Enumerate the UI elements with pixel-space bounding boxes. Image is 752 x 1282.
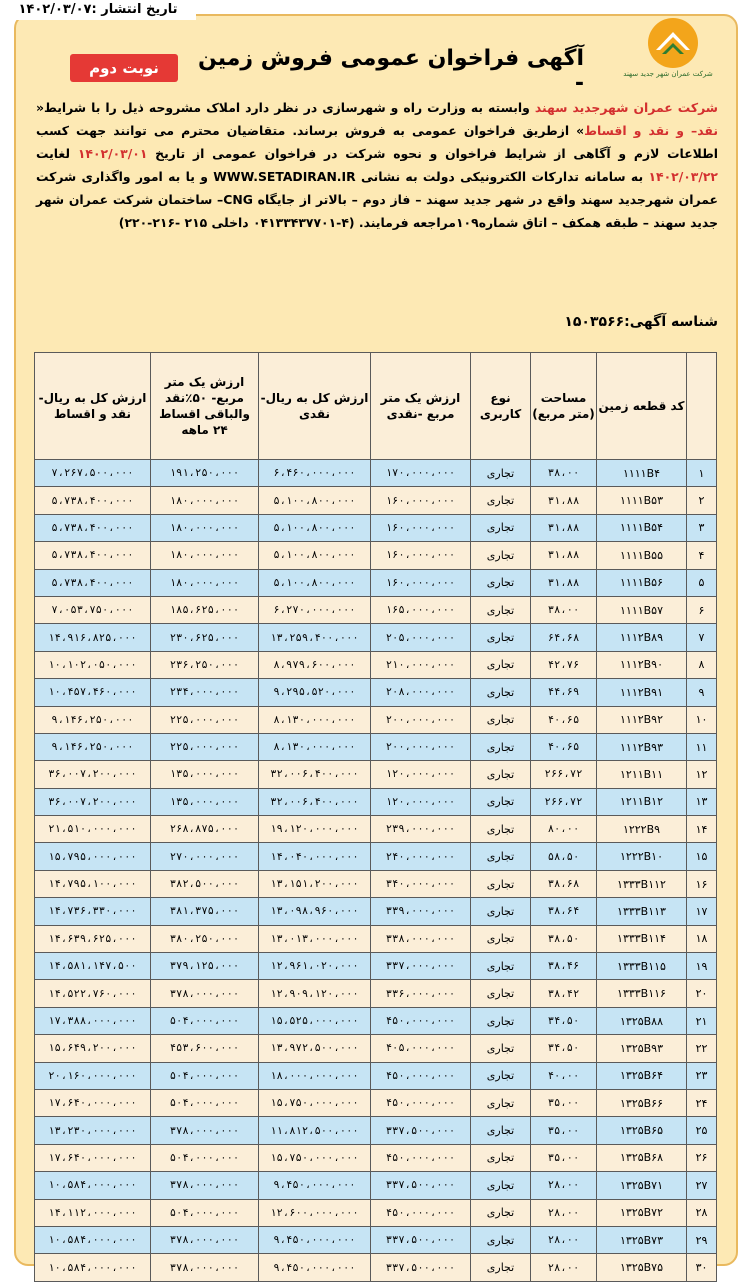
cell-area: ۳۱،۸۸ [531, 487, 597, 514]
cell-code: ۱۲۲۲B۱۰ [597, 843, 687, 870]
cell-use: تجاری [471, 1062, 531, 1089]
body-part-2: » ازطریق فراخوان عمومی به فروش برساند. متقاضیان محترم می توانند جهت کسب اطلاعات لازم و آگاهی از شرایط فراخوان و نحوه شرکت در فراخوان عمومی از تاریخ [36, 123, 718, 161]
cell-total-cash: ۶،۲۷۰،۰۰۰،۰۰۰ [259, 596, 371, 623]
cell-code: ۱۳۳۳B۱۱۲ [597, 870, 687, 897]
cell-total-installment: ۱۷،۳۸۸،۰۰۰،۰۰۰ [35, 1007, 151, 1034]
cell-row-number: ۱۸ [687, 925, 717, 952]
cell-row-number: ۱ [687, 460, 717, 487]
cell-code: ۱۱۱۱B۵۶ [597, 569, 687, 596]
cell-total-installment: ۵،۷۳۸،۴۰۰،۰۰۰ [35, 569, 151, 596]
cell-use: تجاری [471, 980, 531, 1007]
cell-total-cash: ۱۳،۰۹۸،۹۶۰،۰۰۰ [259, 898, 371, 925]
cell-unit-cash: ۲۴۰،۰۰۰،۰۰۰ [371, 843, 471, 870]
company-logo [616, 18, 720, 84]
cell-use: تجاری [471, 651, 531, 678]
cell-total-cash: ۵،۱۰۰،۸۰۰،۰۰۰ [259, 487, 371, 514]
cell-total-installment: ۱۴،۱۱۲،۰۰۰،۰۰۰ [35, 1199, 151, 1226]
cell-total-cash: ۵،۱۰۰،۸۰۰،۰۰۰ [259, 569, 371, 596]
cell-unit-installment: ۵۰۴،۰۰۰،۰۰۰ [151, 1062, 259, 1089]
cell-row-number: ۳ [687, 514, 717, 541]
cell-total-cash: ۳۲،۰۰۶،۴۰۰،۰۰۰ [259, 788, 371, 815]
cell-area: ۴۰،۶۵ [531, 733, 597, 760]
cell-use: تجاری [471, 1035, 531, 1062]
cell-code: ۱۳۲۵B۷۲ [597, 1199, 687, 1226]
cell-total-installment: ۷،۲۶۷،۵۰۰،۰۰۰ [35, 460, 151, 487]
cell-total-installment: ۳۶،۰۰۷،۲۰۰،۰۰۰ [35, 788, 151, 815]
cell-row-number: ۶ [687, 596, 717, 623]
table-row [35, 816, 717, 843]
cell-unit-installment: ۴۵۳،۶۰۰،۰۰۰ [151, 1035, 259, 1062]
cell-use: تجاری [471, 1089, 531, 1116]
cell-total-installment: ۲۰،۱۶۰،۰۰۰،۰۰۰ [35, 1062, 151, 1089]
cell-code: ۱۱۱۱B۵۷ [597, 596, 687, 623]
cell-total-cash: ۳۲،۰۰۶،۴۰۰،۰۰۰ [259, 761, 371, 788]
cell-unit-cash: ۱۲۰،۰۰۰،۰۰۰ [371, 761, 471, 788]
cell-total-cash: ۸،۱۳۰،۰۰۰،۰۰۰ [259, 706, 371, 733]
cell-unit-installment: ۵۰۴،۰۰۰،۰۰۰ [151, 1007, 259, 1034]
cell-use: تجاری [471, 1254, 531, 1281]
cell-area: ۴۰،۰۰ [531, 1062, 597, 1089]
cell-code: ۱۳۲۵B۶۶ [597, 1089, 687, 1116]
body-part-4: به سامانه تدارکات الکترونیکی دولت به نشانی WWW.SETADIRAN.IR و یا به امور واگذاری شرکت عمران شهرجدید سهند واقع در شهر جدید سهند – فاز دوم – بالاتر از جایگاه CNG– ساختمان شرکت عمران شهر جدید سهند – طبقه همکف – اتاق شماره۱۰۹مراجعه فرمایند. (۴-۰۴۱۳۳۴۳۷۷۰۱ داخلی ۲۱۵ -۲۱۶-۲۲۰) [36, 169, 718, 230]
cell-use: تجاری [471, 925, 531, 952]
cell-row-number: ۲۳ [687, 1062, 717, 1089]
cell-code: ۱۱۱۱B۵۵ [597, 542, 687, 569]
cell-unit-cash: ۳۳۶،۰۰۰،۰۰۰ [371, 980, 471, 1007]
cell-use: تجاری [471, 460, 531, 487]
cell-use: تجاری [471, 624, 531, 651]
cell-total-installment: ۱۵،۷۹۵،۰۰۰،۰۰۰ [35, 843, 151, 870]
table-row [35, 1062, 717, 1089]
table-row [35, 542, 717, 569]
cell-unit-cash: ۴۵۰،۰۰۰،۰۰۰ [371, 1199, 471, 1226]
table-row [35, 1089, 717, 1116]
cell-use: تجاری [471, 706, 531, 733]
cell-area: ۴۴،۶۹ [531, 679, 597, 706]
cell-unit-cash: ۳۴۰،۰۰۰،۰۰۰ [371, 870, 471, 897]
table-row [35, 1172, 717, 1199]
cell-unit-cash: ۱۶۰،۰۰۰،۰۰۰ [371, 569, 471, 596]
cell-code: ۱۳۳۳B۱۱۳ [597, 898, 687, 925]
cell-use: تجاری [471, 542, 531, 569]
cell-unit-installment: ۲۶۸،۸۷۵،۰۰۰ [151, 816, 259, 843]
cell-total-cash: ۱۳،۹۷۲،۵۰۰،۰۰۰ [259, 1035, 371, 1062]
logo-emblem-icon [648, 18, 698, 68]
cell-code: ۱۱۱۲B۹۳ [597, 733, 687, 760]
cell-use: تجاری [471, 1172, 531, 1199]
cell-total-cash: ۹،۲۹۵،۵۲۰،۰۰۰ [259, 679, 371, 706]
table-row [35, 1035, 717, 1062]
header-use: نوع کاربری [471, 353, 531, 460]
cell-unit-cash: ۳۳۸،۰۰۰،۰۰۰ [371, 925, 471, 952]
round-badge: نوبت دوم [70, 54, 178, 82]
cell-unit-installment: ۱۸۵،۶۲۵،۰۰۰ [151, 596, 259, 623]
table-row [35, 569, 717, 596]
cell-area: ۴۰،۶۵ [531, 706, 597, 733]
cell-unit-cash: ۱۷۰،۰۰۰،۰۰۰ [371, 460, 471, 487]
cell-unit-cash: ۲۰۰،۰۰۰،۰۰۰ [371, 733, 471, 760]
cell-row-number: ۴ [687, 542, 717, 569]
logo-caption: شرکت عمران شهر جدید سهند [623, 70, 713, 78]
ad-id: شناسه آگهی:۱۵۰۳۵۶۶ [564, 314, 718, 330]
cell-unit-installment: ۲۳۶،۲۵۰،۰۰۰ [151, 651, 259, 678]
cell-unit-cash: ۴۵۰،۰۰۰،۰۰۰ [371, 1062, 471, 1089]
cell-total-cash: ۱۵،۷۵۰،۰۰۰،۰۰۰ [259, 1144, 371, 1171]
cell-row-number: ۲ [687, 487, 717, 514]
cell-total-installment: ۵،۷۳۸،۴۰۰،۰۰۰ [35, 542, 151, 569]
cell-row-number: ۱۴ [687, 816, 717, 843]
cell-use: تجاری [471, 679, 531, 706]
cell-use: تجاری [471, 514, 531, 541]
cell-unit-cash: ۳۳۷،۵۰۰،۰۰۰ [371, 1254, 471, 1281]
cell-unit-installment: ۲۳۰،۶۲۵،۰۰۰ [151, 624, 259, 651]
table-row [35, 870, 717, 897]
cell-code: ۱۱۱۱B۵۳ [597, 487, 687, 514]
cell-use: تجاری [471, 816, 531, 843]
ad-title: آگهی فراخوان عمومی فروش زمین - [198, 46, 584, 96]
cell-row-number: ۲۴ [687, 1089, 717, 1116]
cell-unit-installment: ۵۰۴،۰۰۰،۰۰۰ [151, 1199, 259, 1226]
cell-total-installment: ۱۰،۵۸۴،۰۰۰،۰۰۰ [35, 1254, 151, 1281]
cell-unit-installment: ۵۰۴،۰۰۰،۰۰۰ [151, 1144, 259, 1171]
cell-area: ۳۱،۸۸ [531, 514, 597, 541]
cell-total-installment: ۱۴،۷۳۶،۳۳۰،۰۰۰ [35, 898, 151, 925]
cell-use: تجاری [471, 487, 531, 514]
cell-use: تجاری [471, 1199, 531, 1226]
cell-row-number: ۲۵ [687, 1117, 717, 1144]
cell-code: ۱۳۳۳B۱۱۵ [597, 953, 687, 980]
cell-area: ۲۸،۰۰ [531, 1172, 597, 1199]
cell-total-cash: ۵،۱۰۰،۸۰۰،۰۰۰ [259, 542, 371, 569]
cell-total-installment: ۱۷،۶۴۰،۰۰۰،۰۰۰ [35, 1089, 151, 1116]
cell-area: ۶۴،۶۸ [531, 624, 597, 651]
cell-total-installment: ۱۰،۱۰۲،۰۵۰،۰۰۰ [35, 651, 151, 678]
cell-use: تجاری [471, 761, 531, 788]
cell-unit-installment: ۱۹۱،۲۵۰،۰۰۰ [151, 460, 259, 487]
cell-unit-installment: ۱۳۵،۰۰۰،۰۰۰ [151, 761, 259, 788]
cell-area: ۳۵،۰۰ [531, 1089, 597, 1116]
cell-use: تجاری [471, 898, 531, 925]
cell-use: تجاری [471, 569, 531, 596]
cell-unit-cash: ۲۰۸،۰۰۰،۰۰۰ [371, 679, 471, 706]
cell-total-cash: ۹،۴۵۰،۰۰۰،۰۰۰ [259, 1226, 371, 1253]
table-row [35, 733, 717, 760]
cell-row-number: ۲۲ [687, 1035, 717, 1062]
cell-row-number: ۱۱ [687, 733, 717, 760]
cell-row-number: ۷ [687, 624, 717, 651]
cell-code: ۱۲۱۱B۱۲ [597, 788, 687, 815]
cell-code: ۱۳۲۵B۶۴ [597, 1062, 687, 1089]
cell-total-cash: ۱۳،۲۵۹،۴۰۰،۰۰۰ [259, 624, 371, 651]
header-unit-cash: ارزش یک متر مربع -نقدی [371, 353, 471, 460]
cell-unit-cash: ۴۵۰،۰۰۰،۰۰۰ [371, 1144, 471, 1171]
cell-total-cash: ۵،۱۰۰،۸۰۰،۰۰۰ [259, 514, 371, 541]
cell-total-cash: ۱۵،۷۵۰،۰۰۰،۰۰۰ [259, 1089, 371, 1116]
cell-row-number: ۲۹ [687, 1226, 717, 1253]
cell-row-number: ۹ [687, 679, 717, 706]
cell-code: ۱۳۲۵B۷۳ [597, 1226, 687, 1253]
cell-unit-installment: ۲۲۵،۰۰۰،۰۰۰ [151, 733, 259, 760]
cell-unit-installment: ۳۸۲،۵۰۰،۰۰۰ [151, 870, 259, 897]
publish-date: تاریخ انتشار :۱۴۰۲/۰۳/۰۷ [0, 0, 196, 20]
cell-use: تجاری [471, 733, 531, 760]
cell-code: ۱۳۳۳B۱۱۶ [597, 980, 687, 1007]
cell-unit-installment: ۳۷۸،۰۰۰،۰۰۰ [151, 980, 259, 1007]
cell-total-cash: ۸،۹۷۹،۶۰۰،۰۰۰ [259, 651, 371, 678]
table-row [35, 514, 717, 541]
cell-row-number: ۱۵ [687, 843, 717, 870]
cell-total-cash: ۱۹،۱۲۰،۰۰۰،۰۰۰ [259, 816, 371, 843]
cell-code: ۱۱۱۱B۵۴ [597, 514, 687, 541]
table-row [35, 1226, 717, 1253]
cell-unit-cash: ۲۱۰،۰۰۰،۰۰۰ [371, 651, 471, 678]
cell-area: ۲۶۶،۷۲ [531, 761, 597, 788]
cell-code: ۱۳۲۵B۹۳ [597, 1035, 687, 1062]
cell-total-cash: ۱۱،۸۱۲،۵۰۰،۰۰۰ [259, 1117, 371, 1144]
table-row [35, 1254, 717, 1281]
cell-total-installment: ۱۰،۵۸۴،۰۰۰،۰۰۰ [35, 1226, 151, 1253]
land-table [34, 352, 717, 1282]
cell-code: ۱۱۱۲B۸۹ [597, 624, 687, 651]
cell-code: ۱۳۲۵B۸۸ [597, 1007, 687, 1034]
table-row [35, 460, 717, 487]
cell-unit-cash: ۳۳۷،۵۰۰،۰۰۰ [371, 1117, 471, 1144]
cell-area: ۴۲،۷۶ [531, 651, 597, 678]
cell-unit-cash: ۳۳۷،۵۰۰،۰۰۰ [371, 1172, 471, 1199]
body-part-3: لغایت [36, 146, 78, 161]
cell-total-cash: ۱۴،۰۴۰،۰۰۰،۰۰۰ [259, 843, 371, 870]
cell-area: ۳۴،۵۰ [531, 1007, 597, 1034]
cell-area: ۳۸،۵۰ [531, 925, 597, 952]
cell-area: ۳۵،۰۰ [531, 1117, 597, 1144]
cell-row-number: ۱۹ [687, 953, 717, 980]
start-date: ۱۴۰۲/۰۳/۰۱ [77, 146, 148, 161]
cell-unit-cash: ۱۶۰،۰۰۰،۰۰۰ [371, 542, 471, 569]
cell-use: تجاری [471, 870, 531, 897]
header-unit-installment: ارزش یک متر مربع- ۵۰٪نقد والباقی اقساط ۲۴ ماهه [151, 353, 259, 460]
cell-total-installment: ۱۰،۵۸۴،۰۰۰،۰۰۰ [35, 1172, 151, 1199]
table-body [35, 460, 717, 1282]
cell-unit-cash: ۱۶۰،۰۰۰،۰۰۰ [371, 514, 471, 541]
cell-row-number: ۳۰ [687, 1254, 717, 1281]
cell-code: ۱۳۲۵B۶۵ [597, 1117, 687, 1144]
cell-total-cash: ۱۸،۰۰۰،۰۰۰،۰۰۰ [259, 1062, 371, 1089]
cell-use: تجاری [471, 1117, 531, 1144]
cell-code: ۱۳۲۵B۷۵ [597, 1254, 687, 1281]
cell-row-number: ۲۶ [687, 1144, 717, 1171]
cell-area: ۲۶۶،۷۲ [531, 788, 597, 815]
cell-total-installment: ۹،۱۴۶،۲۵۰،۰۰۰ [35, 706, 151, 733]
cell-total-installment: ۱۷،۶۴۰،۰۰۰،۰۰۰ [35, 1144, 151, 1171]
cell-total-installment: ۱۴،۵۸۱،۱۴۷،۵۰۰ [35, 953, 151, 980]
cell-unit-installment: ۱۸۰،۰۰۰،۰۰۰ [151, 569, 259, 596]
cell-total-installment: ۳۶،۰۰۷،۲۰۰،۰۰۰ [35, 761, 151, 788]
header-code: کد قطعه زمین [597, 353, 687, 460]
cell-total-installment: ۱۴،۵۲۲،۷۶۰،۰۰۰ [35, 980, 151, 1007]
cell-unit-cash: ۴۵۰،۰۰۰،۰۰۰ [371, 1007, 471, 1034]
cell-unit-installment: ۳۷۸،۰۰۰،۰۰۰ [151, 1254, 259, 1281]
cell-total-installment: ۵،۷۳۸،۴۰۰،۰۰۰ [35, 514, 151, 541]
table-row [35, 706, 717, 733]
cell-unit-cash: ۳۳۷،۵۰۰،۰۰۰ [371, 1226, 471, 1253]
table-row [35, 925, 717, 952]
cell-total-cash: ۱۲،۹۰۹،۱۲۰،۰۰۰ [259, 980, 371, 1007]
table-row [35, 953, 717, 980]
cell-unit-installment: ۲۲۵،۰۰۰،۰۰۰ [151, 706, 259, 733]
cell-row-number: ۱۳ [687, 788, 717, 815]
cell-use: تجاری [471, 843, 531, 870]
cell-unit-installment: ۱۸۰،۰۰۰،۰۰۰ [151, 487, 259, 514]
cell-code: ۱۱۱۲B۹۰ [597, 651, 687, 678]
cell-total-installment: ۷،۰۵۳،۷۵۰،۰۰۰ [35, 596, 151, 623]
table-row [35, 624, 717, 651]
cell-total-cash: ۶،۴۶۰،۰۰۰،۰۰۰ [259, 460, 371, 487]
cell-total-installment: ۲۱،۵۱۰،۰۰۰،۰۰۰ [35, 816, 151, 843]
cell-unit-installment: ۱۸۰،۰۰۰،۰۰۰ [151, 514, 259, 541]
cell-code: ۱۱۱۱B۴ [597, 460, 687, 487]
table-row [35, 980, 717, 1007]
cell-unit-installment: ۳۷۹،۱۲۵،۰۰۰ [151, 953, 259, 980]
cell-total-cash: ۹،۴۵۰،۰۰۰،۰۰۰ [259, 1172, 371, 1199]
cell-code: ۱۲۱۱B۱۱ [597, 761, 687, 788]
table-row [35, 761, 717, 788]
cell-row-number: ۱۷ [687, 898, 717, 925]
table-row [35, 651, 717, 678]
cell-unit-cash: ۲۳۹،۰۰۰،۰۰۰ [371, 816, 471, 843]
cell-use: تجاری [471, 1144, 531, 1171]
cell-row-number: ۱۲ [687, 761, 717, 788]
cell-unit-installment: ۲۷۰،۰۰۰،۰۰۰ [151, 843, 259, 870]
cell-total-installment: ۱۴،۷۹۵،۱۰۰،۰۰۰ [35, 870, 151, 897]
cell-unit-cash: ۴۰۵،۰۰۰،۰۰۰ [371, 1035, 471, 1062]
cell-area: ۳۱،۸۸ [531, 569, 597, 596]
table-row [35, 788, 717, 815]
cell-total-cash: ۸،۱۳۰،۰۰۰،۰۰۰ [259, 733, 371, 760]
cell-total-installment: ۱۵،۶۴۹،۲۰۰،۰۰۰ [35, 1035, 151, 1062]
cell-unit-installment: ۵۰۴،۰۰۰،۰۰۰ [151, 1089, 259, 1116]
cell-unit-cash: ۴۵۰،۰۰۰،۰۰۰ [371, 1089, 471, 1116]
cell-row-number: ۲۸ [687, 1199, 717, 1226]
table-row [35, 679, 717, 706]
cell-unit-installment: ۳۸۰،۲۵۰،۰۰۰ [151, 925, 259, 952]
header-row-number [687, 353, 717, 460]
cell-use: تجاری [471, 953, 531, 980]
cell-unit-cash: ۱۶۰،۰۰۰،۰۰۰ [371, 487, 471, 514]
cell-row-number: ۸ [687, 651, 717, 678]
cell-total-installment: ۱۰،۴۵۷،۴۶۰،۰۰۰ [35, 679, 151, 706]
table-row [35, 843, 717, 870]
cell-area: ۲۸،۰۰ [531, 1226, 597, 1253]
cell-area: ۳۵،۰۰ [531, 1144, 597, 1171]
table-row [35, 1007, 717, 1034]
cell-use: تجاری [471, 1226, 531, 1253]
cell-unit-installment: ۳۷۸،۰۰۰،۰۰۰ [151, 1172, 259, 1199]
cell-unit-cash: ۳۳۷،۰۰۰،۰۰۰ [371, 953, 471, 980]
cell-total-installment: ۱۴،۹۱۶،۸۲۵،۰۰۰ [35, 624, 151, 651]
cell-total-installment: ۱۴،۶۳۹،۶۲۵،۰۰۰ [35, 925, 151, 952]
cell-total-cash: ۹،۴۵۰،۰۰۰،۰۰۰ [259, 1254, 371, 1281]
cell-area: ۳۱،۸۸ [531, 542, 597, 569]
cell-row-number: ۲۱ [687, 1007, 717, 1034]
cell-area: ۳۸،۶۴ [531, 898, 597, 925]
sale-conditions: نقد– و نقد و اقساط [584, 123, 718, 138]
end-date: ۱۴۰۲/۰۳/۲۲ [648, 169, 718, 184]
cell-area: ۳۸،۰۰ [531, 596, 597, 623]
cell-code: ۱۳۳۳B۱۱۴ [597, 925, 687, 952]
cell-total-cash: ۱۳،۱۵۱،۲۰۰،۰۰۰ [259, 870, 371, 897]
cell-unit-installment: ۲۳۴،۰۰۰،۰۰۰ [151, 679, 259, 706]
cell-area: ۳۸،۴۲ [531, 980, 597, 1007]
cell-unit-installment: ۱۸۰،۰۰۰،۰۰۰ [151, 542, 259, 569]
cell-use: تجاری [471, 596, 531, 623]
cell-code: ۱۱۱۲B۹۲ [597, 706, 687, 733]
cell-area: ۳۸،۰۰ [531, 460, 597, 487]
table-row [35, 1144, 717, 1171]
cell-row-number: ۲۰ [687, 980, 717, 1007]
cell-unit-cash: ۲۰۰،۰۰۰،۰۰۰ [371, 706, 471, 733]
cell-unit-cash: ۱۶۵،۰۰۰،۰۰۰ [371, 596, 471, 623]
cell-row-number: ۵ [687, 569, 717, 596]
cell-total-cash: ۱۵،۵۲۵،۰۰۰،۰۰۰ [259, 1007, 371, 1034]
table-header-row [35, 353, 717, 460]
table-row [35, 596, 717, 623]
cell-unit-cash: ۲۰۵،۰۰۰،۰۰۰ [371, 624, 471, 651]
cell-row-number: ۱۰ [687, 706, 717, 733]
cell-total-installment: ۵،۷۳۸،۴۰۰،۰۰۰ [35, 487, 151, 514]
table-row [35, 487, 717, 514]
cell-unit-installment: ۳۷۸،۰۰۰،۰۰۰ [151, 1226, 259, 1253]
cell-unit-cash: ۱۲۰،۰۰۰،۰۰۰ [371, 788, 471, 815]
cell-area: ۵۸،۵۰ [531, 843, 597, 870]
table-row [35, 898, 717, 925]
cell-area: ۳۴،۵۰ [531, 1035, 597, 1062]
cell-unit-installment: ۳۷۸،۰۰۰،۰۰۰ [151, 1117, 259, 1144]
cell-unit-installment: ۱۳۵،۰۰۰،۰۰۰ [151, 788, 259, 815]
cell-row-number: ۲۷ [687, 1172, 717, 1199]
cell-code: ۱۳۲۵B۷۱ [597, 1172, 687, 1199]
cell-use: تجاری [471, 1007, 531, 1034]
cell-code: ۱۲۲۲B۹ [597, 816, 687, 843]
header-total-installment: ارزش کل به ریال-نقد و اقساط [35, 353, 151, 460]
cell-total-cash: ۱۳،۰۱۳،۰۰۰،۰۰۰ [259, 925, 371, 952]
table-row [35, 1117, 717, 1144]
cell-area: ۸۰،۰۰ [531, 816, 597, 843]
cell-total-cash: ۱۲،۹۶۱،۰۲۰،۰۰۰ [259, 953, 371, 980]
cell-row-number: ۱۶ [687, 870, 717, 897]
cell-area: ۲۸،۰۰ [531, 1199, 597, 1226]
cell-unit-installment: ۳۸۱،۳۷۵،۰۰۰ [151, 898, 259, 925]
header-total-cash: ارزش کل به ریال-نقدی [259, 353, 371, 460]
cell-code: ۱۳۲۵B۶۸ [597, 1144, 687, 1171]
cell-area: ۳۸،۴۶ [531, 953, 597, 980]
cell-area: ۳۸،۶۸ [531, 870, 597, 897]
cell-area: ۲۸،۰۰ [531, 1254, 597, 1281]
cell-unit-cash: ۳۳۹،۰۰۰،۰۰۰ [371, 898, 471, 925]
header-area: مساحت (متر مربع) [531, 353, 597, 460]
cell-total-installment: ۹،۱۴۶،۲۵۰،۰۰۰ [35, 733, 151, 760]
cell-code: ۱۱۱۲B۹۱ [597, 679, 687, 706]
table-row [35, 1199, 717, 1226]
cell-use: تجاری [471, 788, 531, 815]
body-part-1: وابسته به وزارت راه و شهرسازی در نظر دارد املاک مشروحه ذیل را با شرایط« [36, 100, 535, 115]
cell-total-installment: ۱۳،۲۳۰،۰۰۰،۰۰۰ [35, 1117, 151, 1144]
cell-total-cash: ۱۲،۶۰۰،۰۰۰،۰۰۰ [259, 1199, 371, 1226]
ad-body [36, 96, 718, 234]
company-name: شرکت عمران شهرجدید سهند [534, 100, 718, 115]
